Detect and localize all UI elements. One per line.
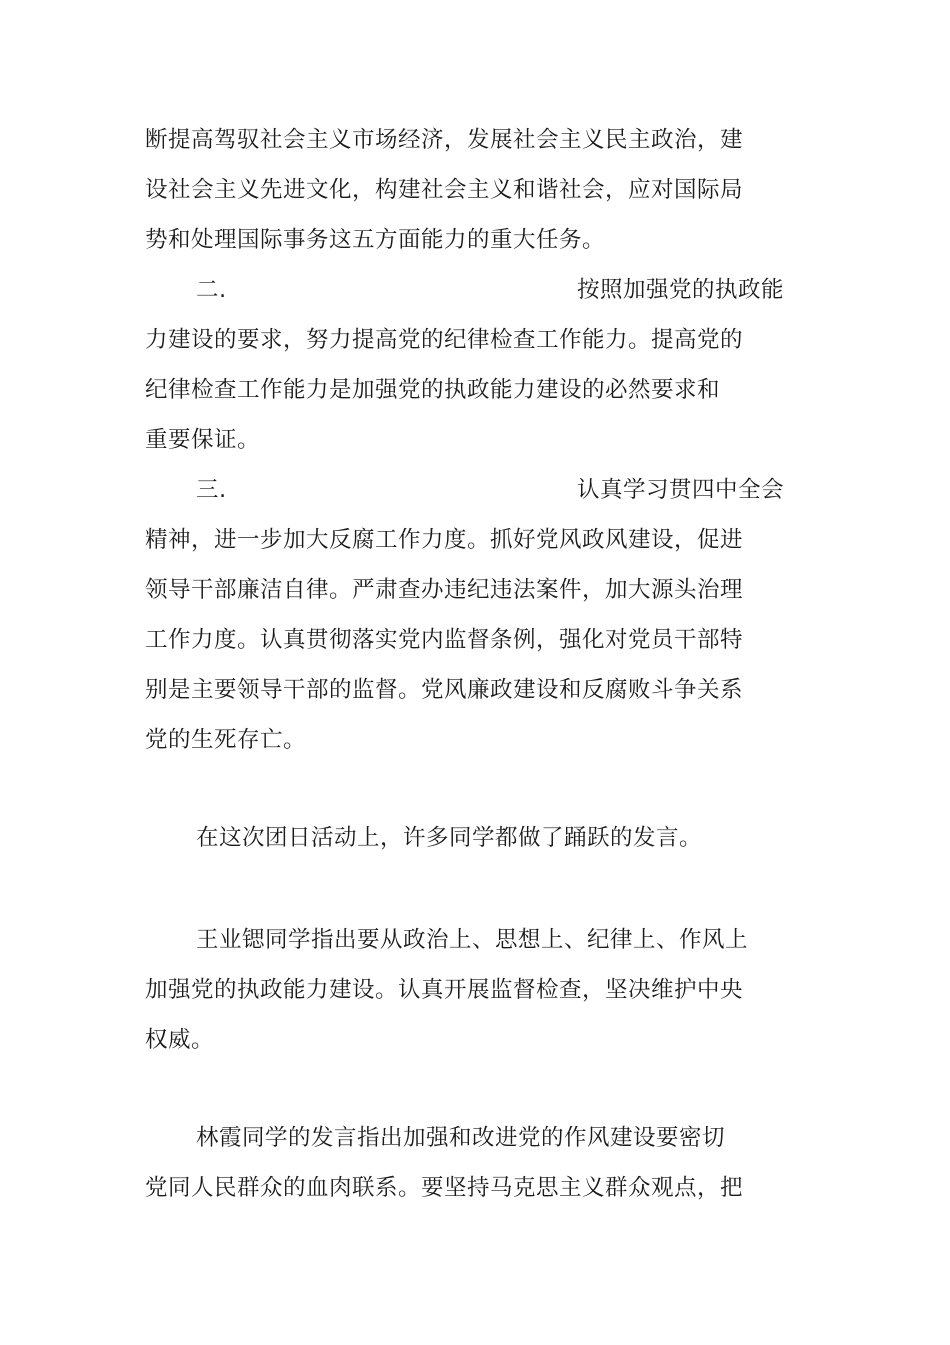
text-line: 重要保证。 bbox=[145, 427, 261, 453]
text-line: 别是主要领导干部的监督。党风廉政建设和反腐败斗争关系 bbox=[145, 677, 744, 703]
text-line: 力建设的要求，努力提高党的纪律检查工作能力。提高党的 bbox=[145, 327, 744, 353]
section-heading: 按照加强党的执政能 bbox=[577, 277, 785, 303]
text-line: 精神，进一步加大反腐工作力度。抓好党风政风建设，促进 bbox=[145, 527, 744, 553]
text-line: 设社会主义先进文化，构建社会主义和谐社会，应对国际局 bbox=[145, 177, 744, 203]
text-line: 党同人民群众的血肉联系。要坚持马克思主义群众观点，把 bbox=[145, 1175, 744, 1201]
text-line: 林霞同学的发言指出加强和改进党的作风建设要密切 bbox=[196, 1125, 726, 1151]
section-heading: 认真学习贯四中全会 bbox=[577, 477, 785, 503]
text-line: 领导干部廉洁自律。严肃查办违纪违法案件，加大源头治理 bbox=[145, 577, 744, 603]
section-number: 二. bbox=[196, 277, 227, 303]
text-line: 党的生死存亡。 bbox=[145, 727, 307, 753]
text-line: 加强党的执政能力建设。认真开展监督检查，坚决维护中央 bbox=[145, 977, 744, 1003]
text-line: 工作力度。认真贯彻落实党内监督条例，强化对党员干部特 bbox=[145, 627, 744, 653]
text-line: 纪律检查工作能力是加强党的执政能力建设的必然要求和 bbox=[145, 377, 721, 403]
text-line: 在这次团日活动上，许多同学都做了踊跃的发言。 bbox=[196, 825, 703, 851]
text-line: 王业锶同学指出要从政治上、思想上、纪律上、作风上 bbox=[196, 927, 749, 953]
text-line: 断提高驾驭社会主义市场经济，发展社会主义民主政治，建 bbox=[145, 127, 744, 153]
section-number: 三. bbox=[196, 477, 227, 503]
text-line: 势和处理国际事务这五方面能力的重大任务。 bbox=[145, 227, 606, 253]
text-line: 权威。 bbox=[145, 1027, 215, 1053]
